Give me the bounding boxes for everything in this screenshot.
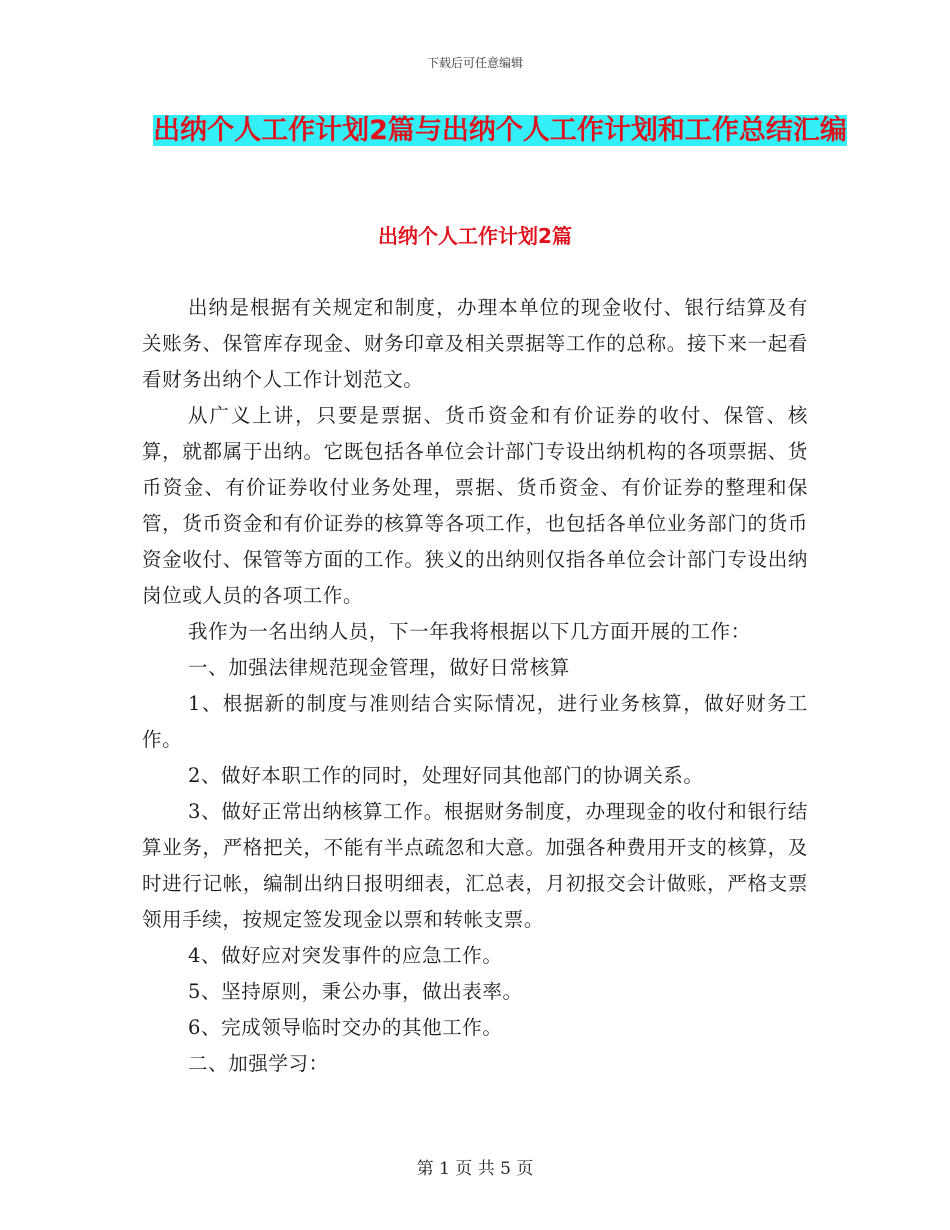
section-heading: 出纳个人工作计划2篇 xyxy=(378,224,572,248)
list-item: 4、做好应对突发事件的应急工作。 xyxy=(188,944,503,967)
document-title-text: 出纳个人工作计划2篇与出纳个人工作计划和工作总结汇编 xyxy=(153,115,847,146)
page-footer: 第 1 页 共 5 页 xyxy=(416,1159,534,1179)
list-item: 3、做好正常出纳核算工作。根据财务制度，办理现金的收付和银行结算业务，严格把关，不能有半点疏忽和大意。加强各种费用开支的核算，及时进行记帐，编制出纳日报明细表，汇总表，月初报交会计做账，严格支票领用手续，按规定签发现金以票和转帐支票。 xyxy=(142,800,808,931)
section-heading-1: 一、加强法律规范现金管理，做好日常核算 xyxy=(188,656,570,679)
list-item: 1、根据新的制度与准则结合实际情况，进行业务核算，做好财务工作。 xyxy=(142,692,808,751)
document-body xyxy=(142,290,808,1082)
paragraph: 出纳是根据有关规定和制度，办理本单位的现金收付、银行结算及有关账务、保管库存现金、财务印章及相关票据等工作的总称。接下来一起看看财务出纳个人工作计划范文。 xyxy=(142,296,808,391)
list-item: 2、做好本职工作的同时，处理好同其他部门的协调关系。 xyxy=(188,764,704,787)
section-heading-2: 二、加强学习： xyxy=(188,1052,329,1075)
header-note: 下载后可任意编辑 xyxy=(426,56,523,70)
document-title xyxy=(140,108,860,154)
paragraph: 我作为一名出纳人员，下一年我将根据以下几方面开展的工作： xyxy=(188,620,751,643)
list-item: 5、坚持原则，秉公办事，做出表率。 xyxy=(188,980,523,1003)
paragraph: 从广义上讲，只要是票据、货币资金和有价证券的收付、保管、核算，就都属于出纳。它既包括各单位会计部门专设出纳机构的各项票据、货币资金、有价证券收付业务处理，票据、货币资金、有价证券的整理和保管，货币资金和有价证券的核算等各项工作，也包括各单位业务部门的货币资金收付、保管等方面的工作。狭义的出纳则仅指各单位会计部门专设出纳岗位或人员的各项工作。 xyxy=(142,404,808,607)
list-item: 6、完成领导临时交办的其他工作。 xyxy=(188,1016,503,1039)
